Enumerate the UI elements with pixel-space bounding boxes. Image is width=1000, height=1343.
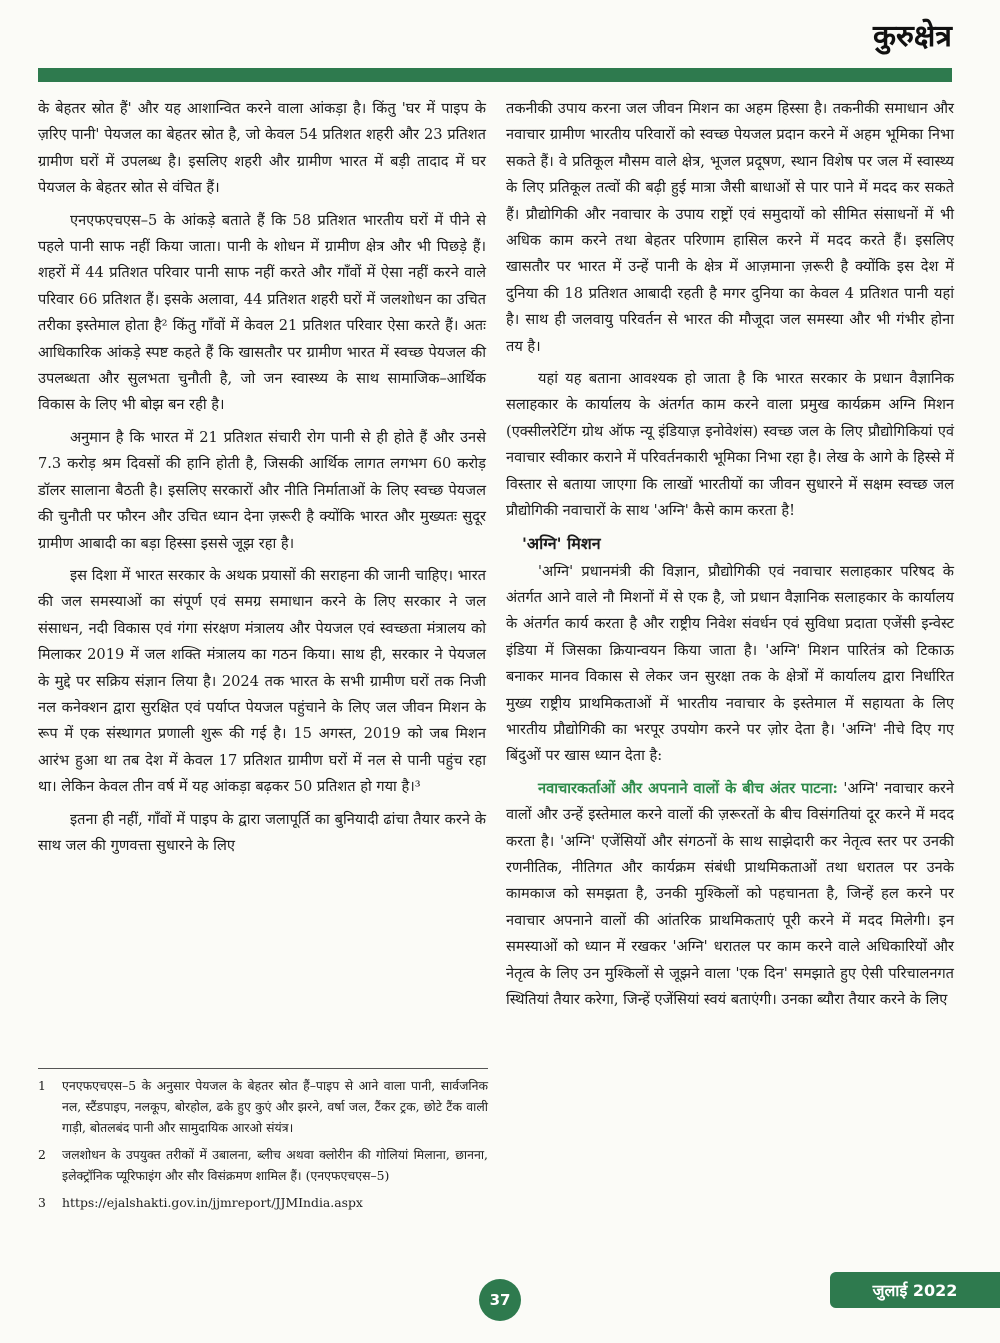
paragraph: इस दिशा में भारत सरकार के अथक प्रयासों की सराहना की जानी चाहिए। भारत की जल समस्याओं का संपूर्ण एवं समग्र समाधान करने के लिए सरकार ने जल संसाधन, नदी विकास एवं गंगा संरक्षण मंत्रालय और पेयजल एवं स्वच्छता मंत्रालय को मिलाकर 2019 में जल शक्ति मंत्रालय का गठन किया। साथ ही, सरकार ने पेयजल के मुद्दे पर सक्रिय संज्ञान लिया है। 2024 तक भारत के सभी ग्रामीण घरों तक निजी नल कनेक्शन द्वारा सुरक्षित एवं पर्याप्त पेयजल पहुंचाने के लिए जल जीवन मिशन के रूप में एक संस्थागत प्रणाली शुरू की गई है। 15 अगस्त, 2019 को जब मिशन आरंभ हुआ था तब देश में केवल 17 प्रतिशत ग्रामीण घरों में नल से पानी पहुंच रहा था। लेकिन केवल तीन वर्ष में यह आंकड़ा बढ़कर 50 प्रतिशत हो गया है।³ (38, 566, 486, 796)
footnote-number: 3 (38, 1195, 46, 1210)
footnote (38, 1075, 488, 1138)
right-column (506, 96, 954, 1019)
footnote (38, 1144, 488, 1186)
paragraph: तकनीकी उपाय करना जल जीवन मिशन का अहम हिस्सा है। तकनीकी समाधान और नवाचार ग्रामीण भारतीय परिवारों को स्वच्छ पेयजल प्रदान करने में अहम भूमिका निभा सकते हैं। वे प्रतिकूल मौसम वाले क्षेत्र, भूजल प्रदूषण, स्थान विशेष पर जल में स्वास्थ्य के लिए प्रतिकूल तत्वों की बढ़ी हुई मात्रा जैसी बाधाओं से पार पाने में मदद कर सकते हैं। प्रौद्योगिकी और नवाचार के उपाय राष्ट्रों एवं समुदायों को सीमित संसाधनों में भी अधिक काम करने तथा बेहतर परिणाम हासिल करने में मदद करते हैं। इसलिए खासतौर पर भारत में उन्हें पानी के क्षेत्र में आज़माना ज़रूरी है क्योंकि इस देश में दुनिया की 18 प्रतिशत आबादी रहती है मगर दुनिया का केवल 4 प्रतिशत पानी यहां है। साथ ही जलवायु परिवर्तन से भारत की मौजूदा जल समस्या और भी गंभीर होना तय है। (506, 100, 954, 355)
paragraph: एनएफएचएस–5 के आंकड़े बताते हैं कि 58 प्रतिशत भारतीय घरों में पीने से पहले पानी साफ नहीं किया जाता। पानी के शोधन में ग्रामीण क्षेत्र और भी पिछड़े हैं। शहरों में 44 प्रतिशत परिवार पानी साफ नहीं करते और गाँवों में ऐसा नहीं करने वाले परिवार 66 प्रतिशत हैं। इसके अलावा, 44 प्रतिशत शहरी घरों में जलशोधन का उचित तरीका इस्तेमाल होता है² किंतु गाँवों में केवल 21 प्रतिशत परिवार ऐसा करते हैं। अतः आधिकारिक आंकड़े स्पष्ट कहते हैं कि खासतौर पर ग्रामीण भारत में स्वच्छ पेयजल की उपलब्धता और सुलभता चुनौती है, जो जन स्वास्थ्य के साथ सामाजिक–आर्थिक विकास के लिए भी बोझ बन रही है। (38, 211, 486, 414)
magazine-title: कुरुक्षेत्र (872, 19, 952, 54)
paragraph: अनुमान है कि भारत में 21 प्रतिशत संचारी रोग पानी से ही होते हैं और उनसे 7.3 करोड़ श्रम दिवसों की हानि होती है, जिसकी आर्थिक लागत लगभग 60 करोड़ डॉलर सालाना बैठती है। इसलिए सरकारों और नीति निर्माताओं के लिए स्वच्छ पेयजल की चुनौती पर फौरन और उचित ध्यान देना ज़रूरी है क्योंकि भारत और मुख्यतः सुदूर ग्रामीण आबादी का बड़ा हिस्सा इससे जूझ रहा है। (38, 428, 486, 552)
paragraph-body: 'अग्नि' नवाचार करने वालों और उन्हें इस्तेमाल करने वालों की ज़रूरतों के बीच विसंगतियां दूर करने में मदद करता है। 'अग्नि' एजेंसियों और संगठनों के साथ साझेदारी कर नेतृत्व स्तर पर उनकी रणनीतिक, नीतिगत और कार्यक्रम संबंधी प्राथमिकताओं तथा धरातल पर उनके कामकाज को समझता है, उनकी मुश्किलों को पहचानता है, जिन्हें हल करने पर नवाचार अपनाने वालों की आंतरिक प्राथमिकताएं पूरी करने में मदद मिलेगी। इन समस्याओं को ध्यान में रखकर 'अग्नि' धरातल पर काम करने वाले अधिकारियों और नेतृत्व के लिए उन मुश्किलों से जूझने वाला 'एक दिन' समझाते हुए ऐसी परिचालनगत स्थितियां तैयार करेगा, जिन्हें एजेंसियां स्वयं बताएंगी। उनका ब्यौरा तैयार करने के लिए (506, 779, 955, 1008)
page-number: 37 (479, 1279, 521, 1321)
footnote-number: 2 (38, 1147, 46, 1162)
section-heading: 'अग्नि' मिशन (522, 533, 601, 553)
paragraph: इतना ही नहीं, गाँवों में पाइप के द्वारा जलापूर्ति का बुनियादी ढांचा तैयार करने के साथ जल की गुणवत्ता सुधारने के लिए (38, 810, 486, 854)
footnote-number: 1 (38, 1078, 46, 1093)
issue-date: जुलाई 2022 (830, 1272, 1000, 1308)
paragraph (506, 776, 954, 1014)
paragraph: 'अग्नि' प्रधानमंत्री की विज्ञान, प्रौद्योगिकी एवं नवाचार सलाहकार परिषद के अंतर्गत आने वाले नौ मिशनों में से एक है, जो प्रधान वैज्ञानिक सलाहकार के कार्यालय के अंतर्गत कार्य करता है और राष्ट्रीय निवेश संवर्धन एवं सुविधा प्रदाता एजेंसी इन्वेस्ट इंडिया में जिसका क्रियान्वयन किया जाता है। 'अग्नि' मिशन पारितंत्र को टिकाऊ बनाकर मानव विकास से लेकर जन सुरक्षा तक के क्षेत्रों में कार्यालय द्वारा निर्धारित मुख्य राष्ट्रीय प्राथमिकताओं में भारतीय नवाचार के इस्तेमाल में सहायता के लिए भारतीय प्रौद्योगिकी का भरपूर उपयोग करने पर ज़ोर देता है। 'अग्नि' नीचे दिए गए बिंदुओं पर खास ध्यान देता है: (506, 562, 954, 765)
left-column (38, 96, 486, 865)
green-heading: नवाचारकर्ताओं और अपनाने वालों के बीच अंतर पाटना: (538, 779, 838, 797)
footnote-text: एनएफएचएस–5 के अनुसार पेयजल के बेहतर स्रोत हैं–पाइप से आने वाला पानी, सार्वजनिक नल, स्टैंडपाइप, नलकूप, बोरहोल, ढके हुए कुएं और झरने, वर्षा जल, टैंकर ट्रक, छोटे टैंक वाली गाड़ी, बोतलबंद पानी और सामुदायिक आरओ संयंत्र। (62, 1078, 488, 1135)
paragraph: यहां यह बताना आवश्यक हो जाता है कि भारत सरकार के प्रधान वैज्ञानिक सलाहकार के कार्यालय के अंतर्गत काम करने वाला प्रमुख कार्यक्रम अग्नि मिशन (एक्सीलरेटिंग ग्रोथ ऑफ न्यू इंडियाज़ इनोवेशंस) स्वच्छ जल के लिए प्रौद्योगिकियां एवं नवाचार स्वीकार कराने में परिवर्तनकारी भूमिका निभा रहा है। लेख के आगे के हिस्से में विस्तार से बताया जाएगा कि लाखों भारतीयों का जीवन सुधारने में सक्षम स्वच्छ जल प्रौद्योगिकी नवाचारों के साथ 'अग्नि' कैसे काम करता है! (506, 370, 954, 520)
header-rule (38, 68, 952, 82)
footnote-text: जलशोधन के उपयुक्त तरीकों में उबालना, ब्लीच अथवा क्लोरीन की गोलियां मिलाना, छानना, इलेक्ट्रॉनिक प्यूरिफाइंग और सौर विसंक्रमण शामिल हैं। (एनएफएचएस–5) (62, 1147, 488, 1183)
footnote (38, 1192, 488, 1213)
footnote-link[interactable]: https://ejalshakti.gov.in/jjmreport/JJMIndia.aspx (62, 1195, 363, 1210)
paragraph: के बेहतर स्रोत हैं' और यह आशान्वित करने वाला आंकड़ा है। किंतु 'घर में पाइप के ज़रिए पानी' पेयजल का बेहतर स्रोत है, जो केवल 54 प्रतिशत शहरी और 23 प्रतिशत ग्रामीण घरों में उपलब्ध है। इसलिए शहरी और ग्रामीण भारत में बड़ी तादाद में घर पेयजल के बेहतर स्रोत से वंचित हैं। (38, 100, 486, 197)
footnotes (38, 1068, 488, 1219)
